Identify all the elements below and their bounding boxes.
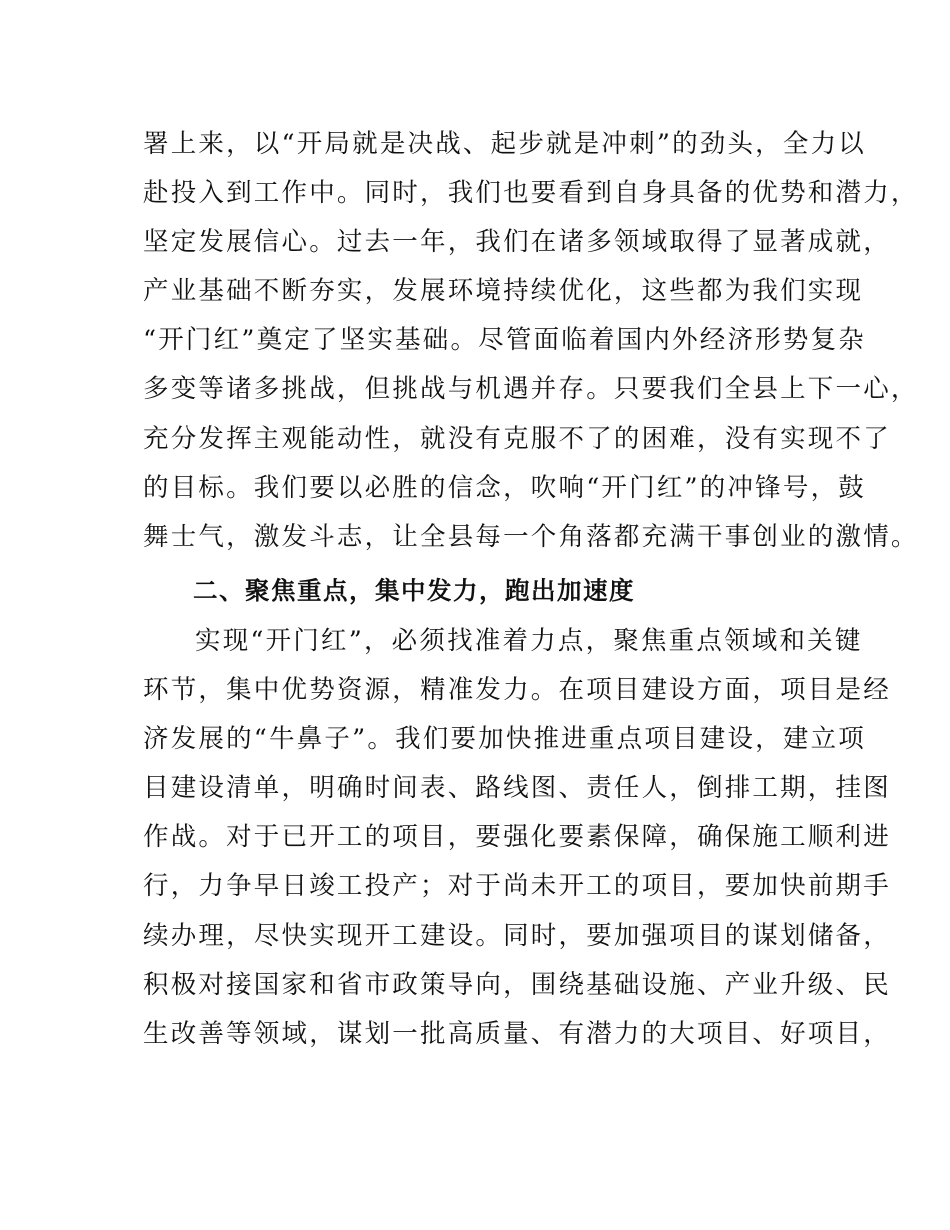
text-line: 行，力争早日竣工投产；对于尚未开工的项目，要加快前期手 <box>143 871 891 902</box>
text-line: 济发展的“牛鼻子”。我们要加快推进重点项目建设，建立项 <box>143 724 866 755</box>
text-line: 实现“开门红”，必须找准着力点，聚焦重点领域和关键 <box>195 625 863 656</box>
text-line: 赴投入到工作中。同时，我们也要看到自身具备的优势和潜力， <box>143 178 919 209</box>
text-line: 作战。对于已开工的项目，要强化要素保障，确保施工顺利进 <box>143 822 891 853</box>
section-heading: 二、聚焦重点，集中发力，跑出加速度 <box>193 575 635 605</box>
text-line: 产业基础不断夯实，发展环境持续优化，这些都为我们实现 <box>143 276 864 307</box>
text-line: 环节，集中优势资源，精准发力。在项目建设方面，项目是经 <box>143 675 891 706</box>
text-line: 署上来，以“开局就是决战、起步就是冲刺”的劲头，全力以 <box>143 129 866 159</box>
text-line: 的目标。我们要以必胜的信念，吹响“开门红”的冲锋号，鼓 <box>143 472 866 503</box>
text-line: 积极对接国家和省市政策导向，围绕基础设施、产业升级、民 <box>143 969 891 1000</box>
text-line: 舞士气，激发斗志，让全县每一个角落都充满干事创业的激情。 <box>143 521 919 552</box>
text-line: 生改善等领域，谋划一批高质量、有潜力的大项目、好项目， <box>143 1018 891 1049</box>
paragraph-1 <box>143 120 919 562</box>
document-body <box>143 120 919 1059</box>
text-line: 续办理，尽快实现开工建设。同时，要加强项目的谋划储备， <box>143 920 891 951</box>
text-line: 充分发挥主观能动性，就没有克服不了的困难，没有实现不了 <box>143 423 891 454</box>
text-line: “开门红”奠定了坚实基础。尽管面临着国内外经济形势复杂 <box>143 325 866 356</box>
paragraph-2 <box>143 617 891 1059</box>
text-line: 多变等诸多挑战，但挑战与机遇并存。只要我们全县上下一心， <box>143 374 919 405</box>
text-line: 坚定发展信心。过去一年，我们在诸多领域取得了显著成就， <box>143 227 891 258</box>
text-line: 目建设清单，明确时间表、路线图、责任人，倒排工期，挂图 <box>143 773 891 804</box>
